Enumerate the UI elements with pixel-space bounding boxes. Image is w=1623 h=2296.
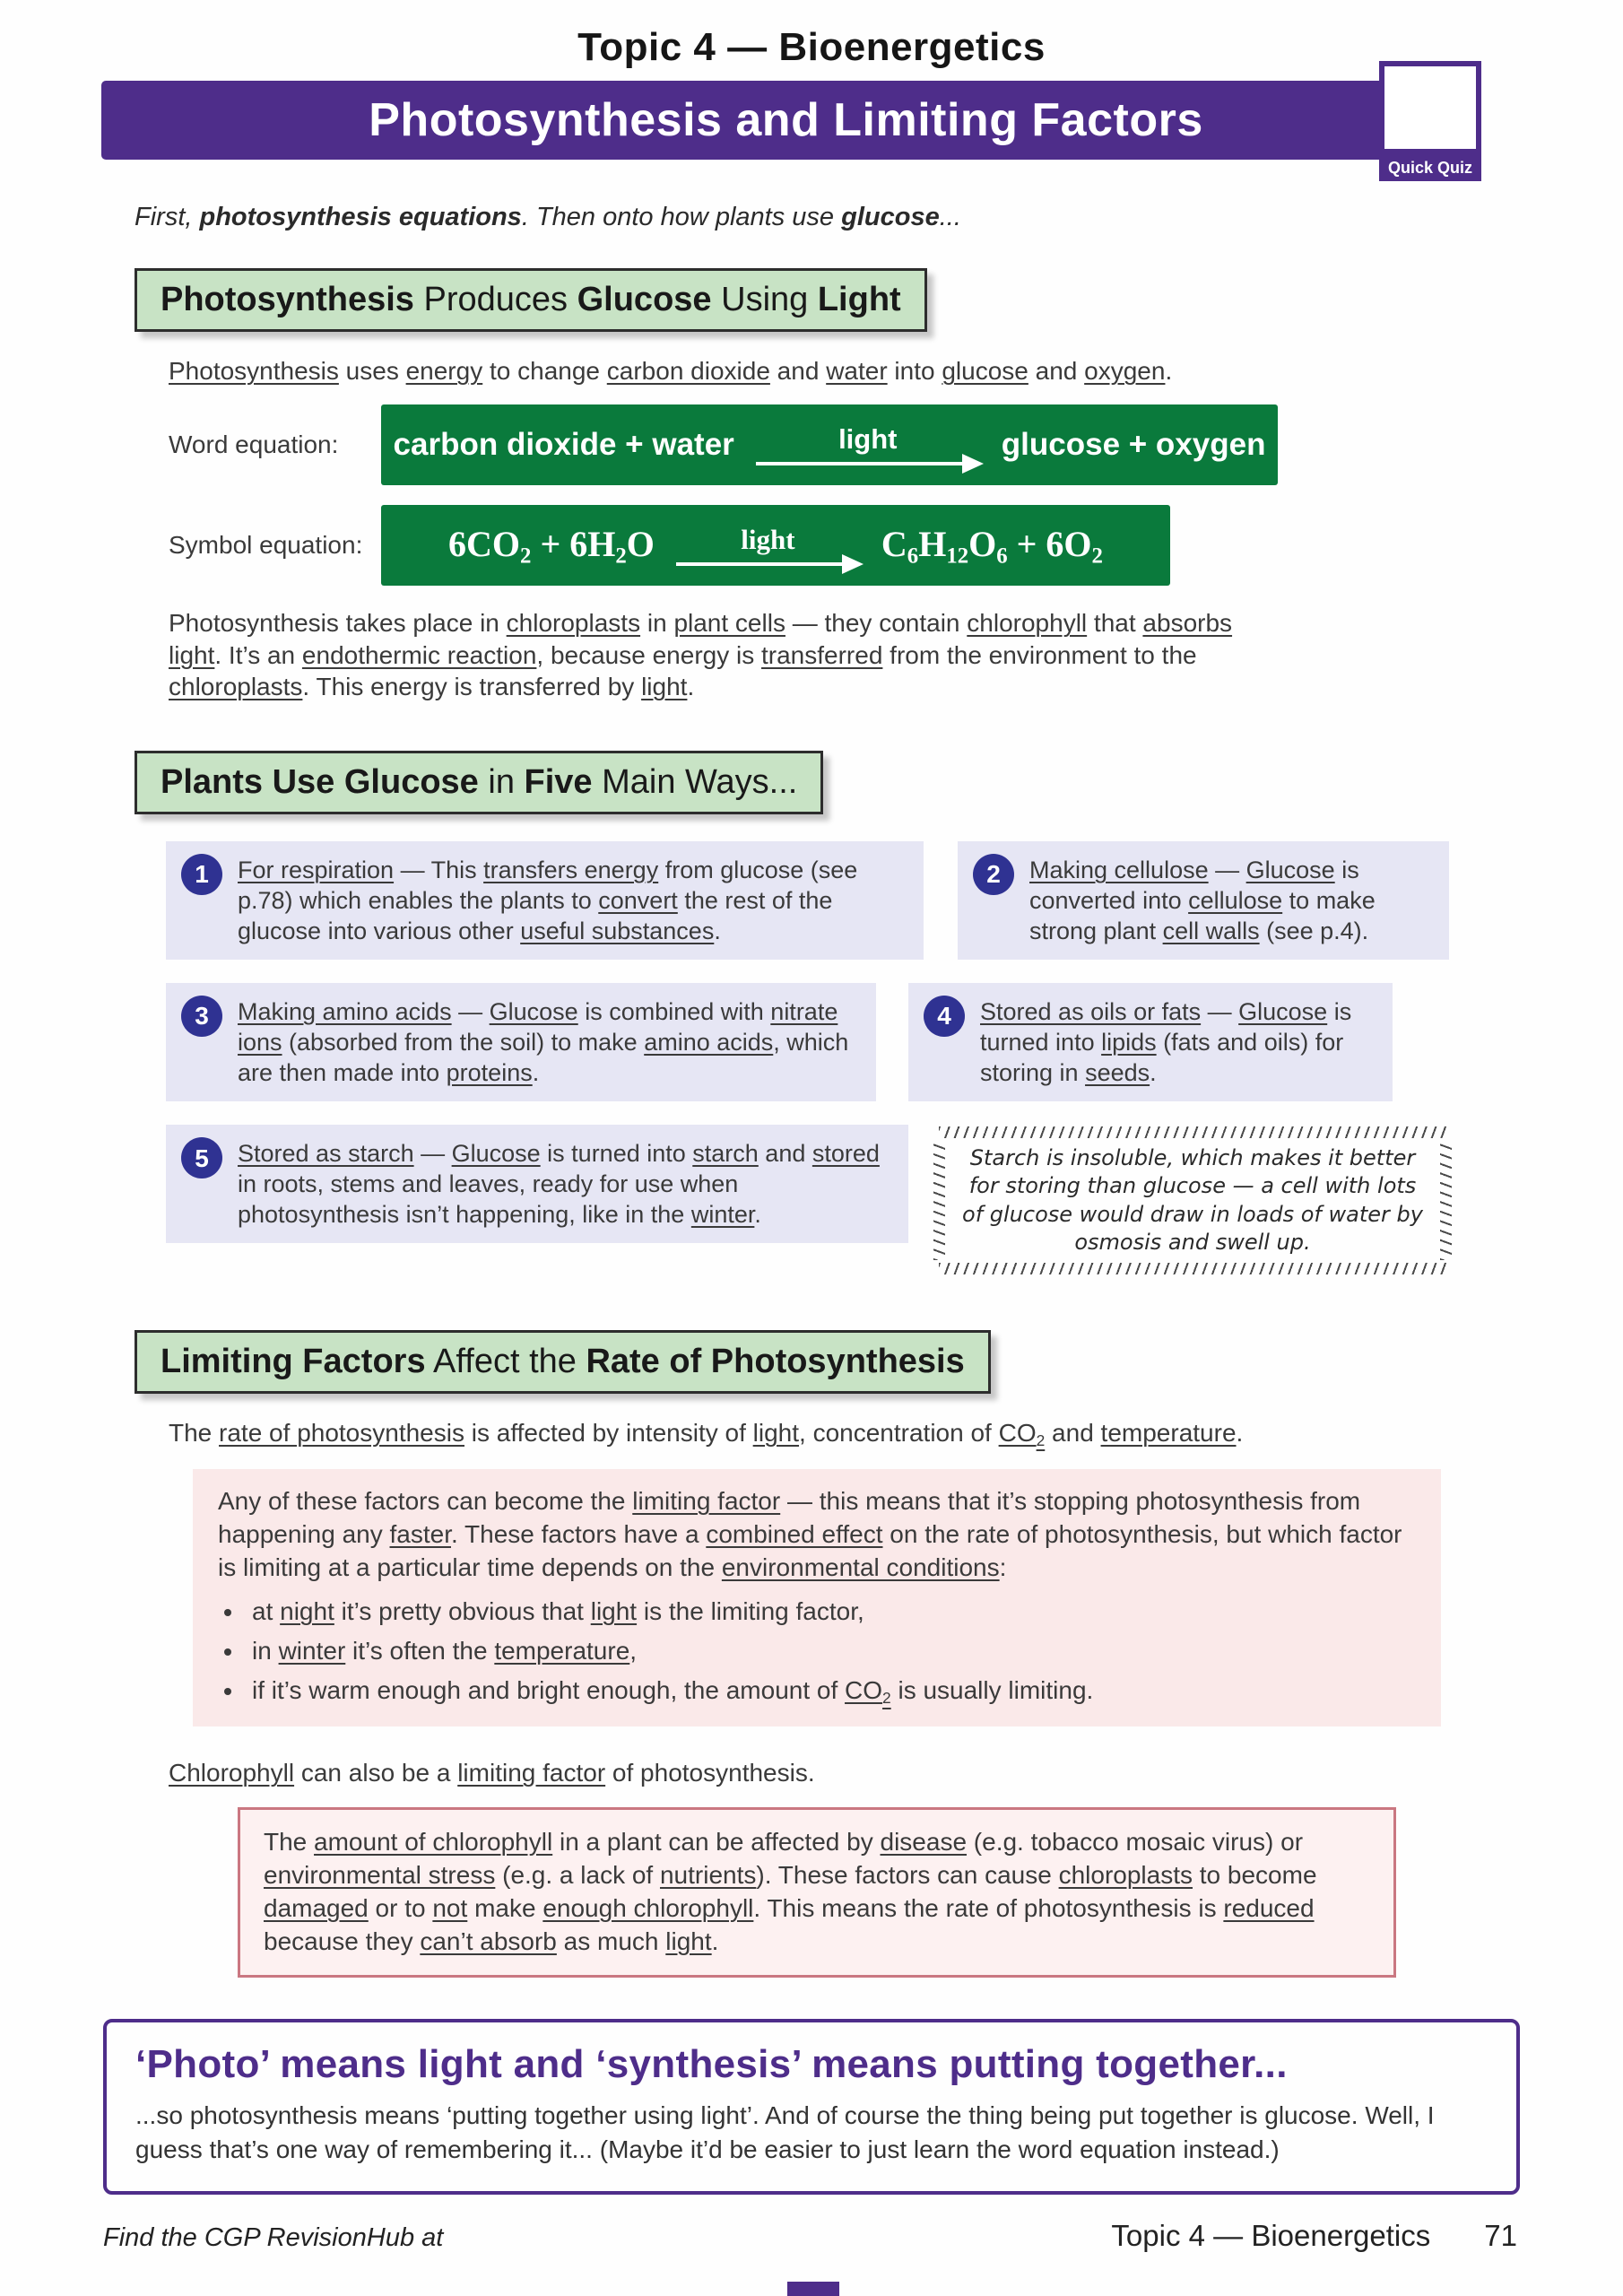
- symbol-equation-reactants: $6CO_2 + 6H_2O$: [448, 523, 655, 568]
- way-number-badge: 4: [924, 996, 965, 1037]
- summary-box: [103, 2019, 1520, 2195]
- limiting-factors-box: [193, 1469, 1441, 1726]
- summary-text: ...so photosynthesis means ‘putting together using light’. And of course the thing being put together is glucose. Well, I guess that’s one way of remembering it... (Maybe it’d be easier to just learn the word equation instead.): [135, 2100, 1435, 2164]
- way-text: Stored as starch — Glucose is turned into starch and stored in roots, stems and leaves, ready for use when photosynthesis isn’t happening, like in the winter.: [238, 1140, 880, 1229]
- page-title: Photosynthesis and Limiting Factors: [369, 94, 1203, 146]
- limiting-factors-lead: Any of these factors can become the limiting factor — this means that it’s stopping photosynthesis from happening any faster. These factors have a combined effect on the rate of photosynthesis, but which factor is limiting at a particular time depends on the environmental conditions:: [218, 1486, 1402, 1581]
- photosynthesis-detail-paragraph: Photosynthesis takes place in chloroplasts in plant cells — they contain chlorophyll that absorbs light. It’s an endothermic reaction, because energy is transferred from the environment to the chloroplasts. This energy is transferred by light.: [169, 609, 1233, 700]
- right-arrow-icon: [756, 462, 980, 465]
- word-equation-reactants: carbon dioxide + water: [393, 427, 734, 463]
- limiting-bullet-co2: • if it’s warm enough and bright enough, the amount of $CO_2$ is usually limiting.: [245, 1674, 1416, 1709]
- note-hatch-right: [1440, 1141, 1452, 1260]
- chlorophyll-note-paragraph: Chlorophyll can also be a limiting factor of photosynthesis.: [169, 1759, 815, 1787]
- glucose-ways-grid: [166, 841, 1462, 1274]
- page-footer: [103, 2219, 1517, 2253]
- page-edge-tab: [787, 2282, 839, 2296]
- glucose-way-1: [166, 841, 924, 960]
- photosynthesis-intro-paragraph: Photosynthesis uses energy to change carbon dioxide and water into glucose and oxygen.: [169, 357, 1173, 385]
- glucose-way-3: [166, 983, 876, 1101]
- ways-row-2: [166, 983, 1462, 1101]
- footer-page-number: 71: [1484, 2219, 1517, 2252]
- ways-row-1: [166, 841, 1462, 960]
- arrow-condition-label: light: [741, 523, 795, 555]
- glucose-way-5: [166, 1125, 908, 1243]
- way-number-badge: 5: [181, 1137, 222, 1178]
- word-equation-row: [169, 404, 1623, 485]
- way-text: Making amino acids — Glucose is combined with nitrate ions (absorbed from the soil) to make amino acids, which are then made into proteins.: [238, 998, 849, 1087]
- symbol-equation-label: Symbol equation:: [169, 531, 363, 560]
- limiting-bullet-winter: • in winter it’s often the temperature,: [245, 1635, 1416, 1666]
- starch-note-text: Starch is insoluble, which makes it better for storing than glucose — a cell with lots of glucose would draw in loads of water by osmosis and swell up.: [962, 1145, 1423, 1255]
- word-equation-label: Word equation:: [169, 430, 339, 459]
- footer-topic: Topic 4 — Bioenergetics: [1111, 2219, 1431, 2252]
- arrow-condition-label: light: [838, 422, 898, 455]
- footer-revisionhub-text: Find the CGP RevisionHub at: [103, 2223, 444, 2252]
- way-text: Making cellulose — Glucose is converted into cellulose to make strong plant cell walls (see p.4).: [1029, 857, 1376, 945]
- footer-topic-group: [1111, 2219, 1517, 2253]
- section-heading-glucose-uses: Plants Use Glucose in Five Main Ways...: [135, 751, 823, 814]
- page-title-banner: [101, 81, 1471, 160]
- way-number-badge: 3: [181, 996, 222, 1037]
- limiting-factors-list: [245, 1596, 1416, 1709]
- section-heading-photosynthesis: Photosynthesis Produces Glucose Using Light: [135, 268, 927, 332]
- limiting-bullet-night: • at night it’s pretty obvious that light is the limiting factor,: [245, 1596, 1416, 1627]
- ways-row-3: [166, 1125, 1462, 1274]
- reaction-arrow-group: [756, 422, 980, 465]
- way-text: Stored as oils or fats — Glucose is turned into lipids (fats and oils) for storing in seeds.: [980, 998, 1352, 1087]
- way-number-badge: 1: [181, 854, 222, 895]
- limiting-intro-paragraph: The rate of photosynthesis is affected by intensity of light, concentration of $CO_2$ and temperature.: [169, 1418, 1244, 1450]
- section-heading-limiting-factors: Limiting Factors Affect the Rate of Photosynthesis: [135, 1330, 991, 1394]
- quick-quiz-label: Quick Quiz: [1379, 154, 1481, 181]
- glucose-way-2: [958, 841, 1449, 960]
- quick-quiz-button[interactable]: [1379, 61, 1481, 181]
- word-equation-box: [381, 404, 1278, 485]
- symbol-equation-box: [381, 505, 1170, 586]
- note-hatch-left: [933, 1141, 945, 1260]
- starch-margin-note: [933, 1126, 1452, 1274]
- way-number-badge: 2: [973, 854, 1014, 895]
- word-equation-products: glucose + oxygen: [1001, 427, 1266, 463]
- chlorophyll-detail-box: The amount of chlorophyll in a plant can be affected by disease (e.g. tobacco mosaic virus) or environmental stress (e.g. a lack of nutrients). These factors can cause chloroplasts to become damaged or to not make enough chlorophyll. This means the rate of photosynthesis is reduced because they can’t absorb as much light.: [238, 1807, 1396, 1978]
- quick-quiz-icon: [1379, 61, 1481, 154]
- symbol-equation-products: $C_6H_{12}O_6 + 6O_2$: [881, 523, 1103, 568]
- topic-title: Topic 4 — Bioenergetics: [577, 25, 1046, 69]
- right-arrow-icon: [676, 562, 860, 566]
- glucose-way-4: [908, 983, 1393, 1101]
- reaction-arrow-group: [676, 523, 860, 566]
- way-text: For respiration — This transfers energy from glucose (see p.78) which enables the plants to convert the rest of the glucose into various other useful substances.: [238, 857, 858, 945]
- intro-text: First, photosynthesis equations. Then onto how plants use glucose...: [135, 203, 961, 231]
- summary-heading: ‘Photo’ means light and ‘synthesis’ means putting together...: [135, 2041, 1288, 2086]
- symbol-equation-row: [169, 505, 1623, 586]
